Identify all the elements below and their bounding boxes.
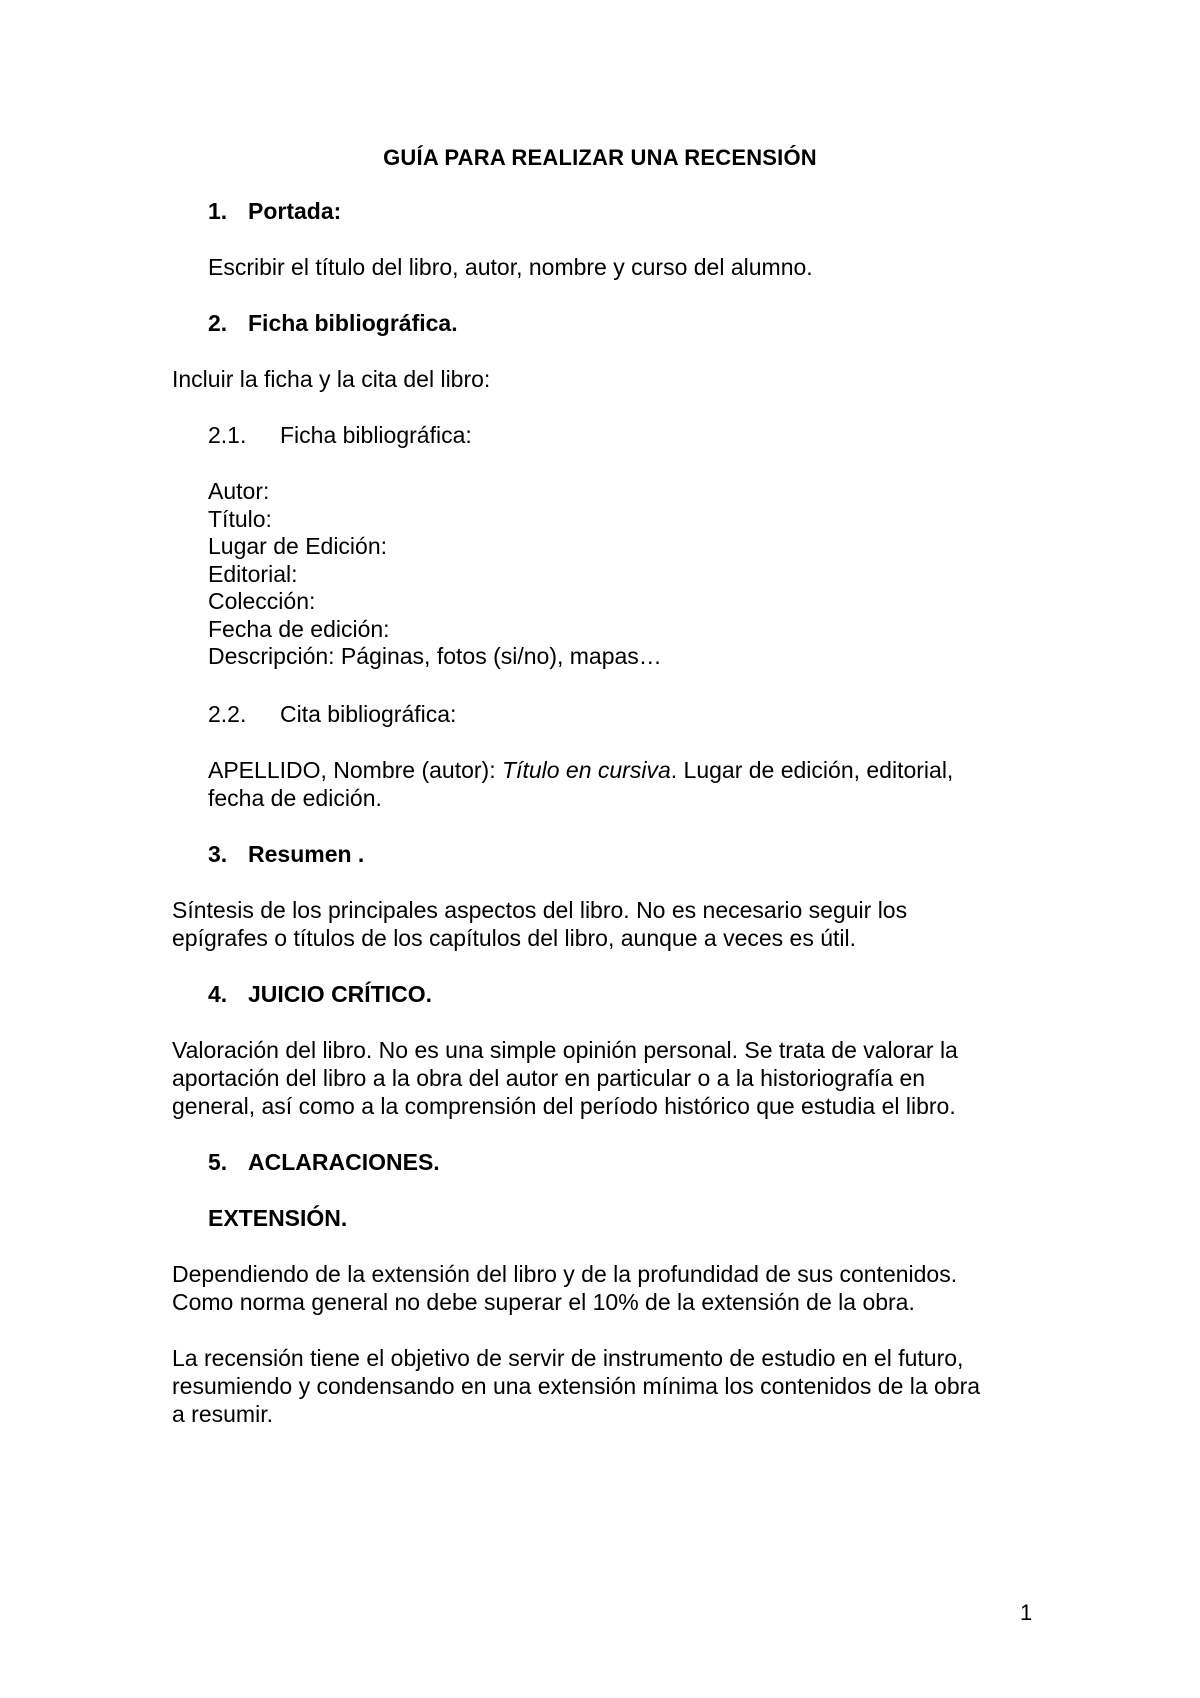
section-5-paragraph-2: La recensión tiene el objetivo de servir de instrumento de estudio en el futuro, resumiendo y condensando en una extensión mínima los contenidos de la obra a resumir. bbox=[172, 1345, 981, 1427]
section-1-text: Escribir el título del libro, autor, nombre y curso del alumno. bbox=[208, 254, 813, 280]
field-title: Título: bbox=[208, 505, 272, 532]
section-4-heading: 4. JUICIO CRÍTICO. bbox=[208, 981, 433, 1007]
citation-example bbox=[208, 756, 953, 812]
field-collection: Colección: bbox=[208, 588, 316, 614]
bibliographic-fields bbox=[208, 477, 662, 670]
section-5-paragraph-1: Dependiendo de la extensión del libro y de la profundidad de sus contenidos. Como norma general no debe superar el 10% de la extensión de la obra. bbox=[172, 1261, 958, 1315]
field-author: Autor: bbox=[208, 478, 270, 504]
page-number: 1 bbox=[1020, 1600, 1033, 1625]
citation-suffix: . Lugar de edición, editorial, bbox=[670, 757, 954, 783]
section-4-text: Valoración del libro. No es una simple opinión personal. Se trata de valorar la aportación del libro a la obra del autor en particular o a la historiografía en general, así como a la comprensión del período histórico que estudia el libro. bbox=[172, 1037, 958, 1119]
section-2-intro: Incluir la ficha y la cita del libro: bbox=[172, 366, 491, 392]
section-3-text: Síntesis de los principales aspectos del libro. No es necesario seguir los epígrafes o títulos de los capítulos del libro, aunque a veces es útil. bbox=[172, 897, 908, 951]
subsection-2-1-heading: 2.1. Ficha bibliográfica: bbox=[208, 422, 472, 448]
section-2-heading: 2. Ficha bibliográfica. bbox=[208, 310, 458, 336]
citation-line-2: fecha de edición. bbox=[208, 785, 382, 811]
field-place: Lugar de Edición: bbox=[208, 533, 388, 559]
subsection-2-2-heading: 2.2. Cita bibliográfica: bbox=[208, 701, 457, 727]
field-publisher: Editorial: bbox=[208, 560, 298, 587]
section-5-heading: 5. ACLARACIONES. bbox=[208, 1149, 440, 1175]
field-date: Fecha de edición: bbox=[208, 615, 390, 642]
citation-italic-title: Título en cursiva bbox=[502, 757, 671, 783]
document-title: GUÍA PARA REALIZAR UNA RECENSIÓN bbox=[383, 145, 817, 170]
field-description: Descripción: Páginas, fotos (si/no), mapas… bbox=[208, 643, 662, 669]
section-1-heading: 1. Portada: bbox=[208, 198, 342, 224]
section-5-subheading: EXTENSIÓN. bbox=[208, 1205, 348, 1231]
section-3-heading: 3. Resumen . bbox=[208, 841, 365, 867]
citation-prefix: APELLIDO, Nombre (autor): bbox=[208, 757, 502, 783]
